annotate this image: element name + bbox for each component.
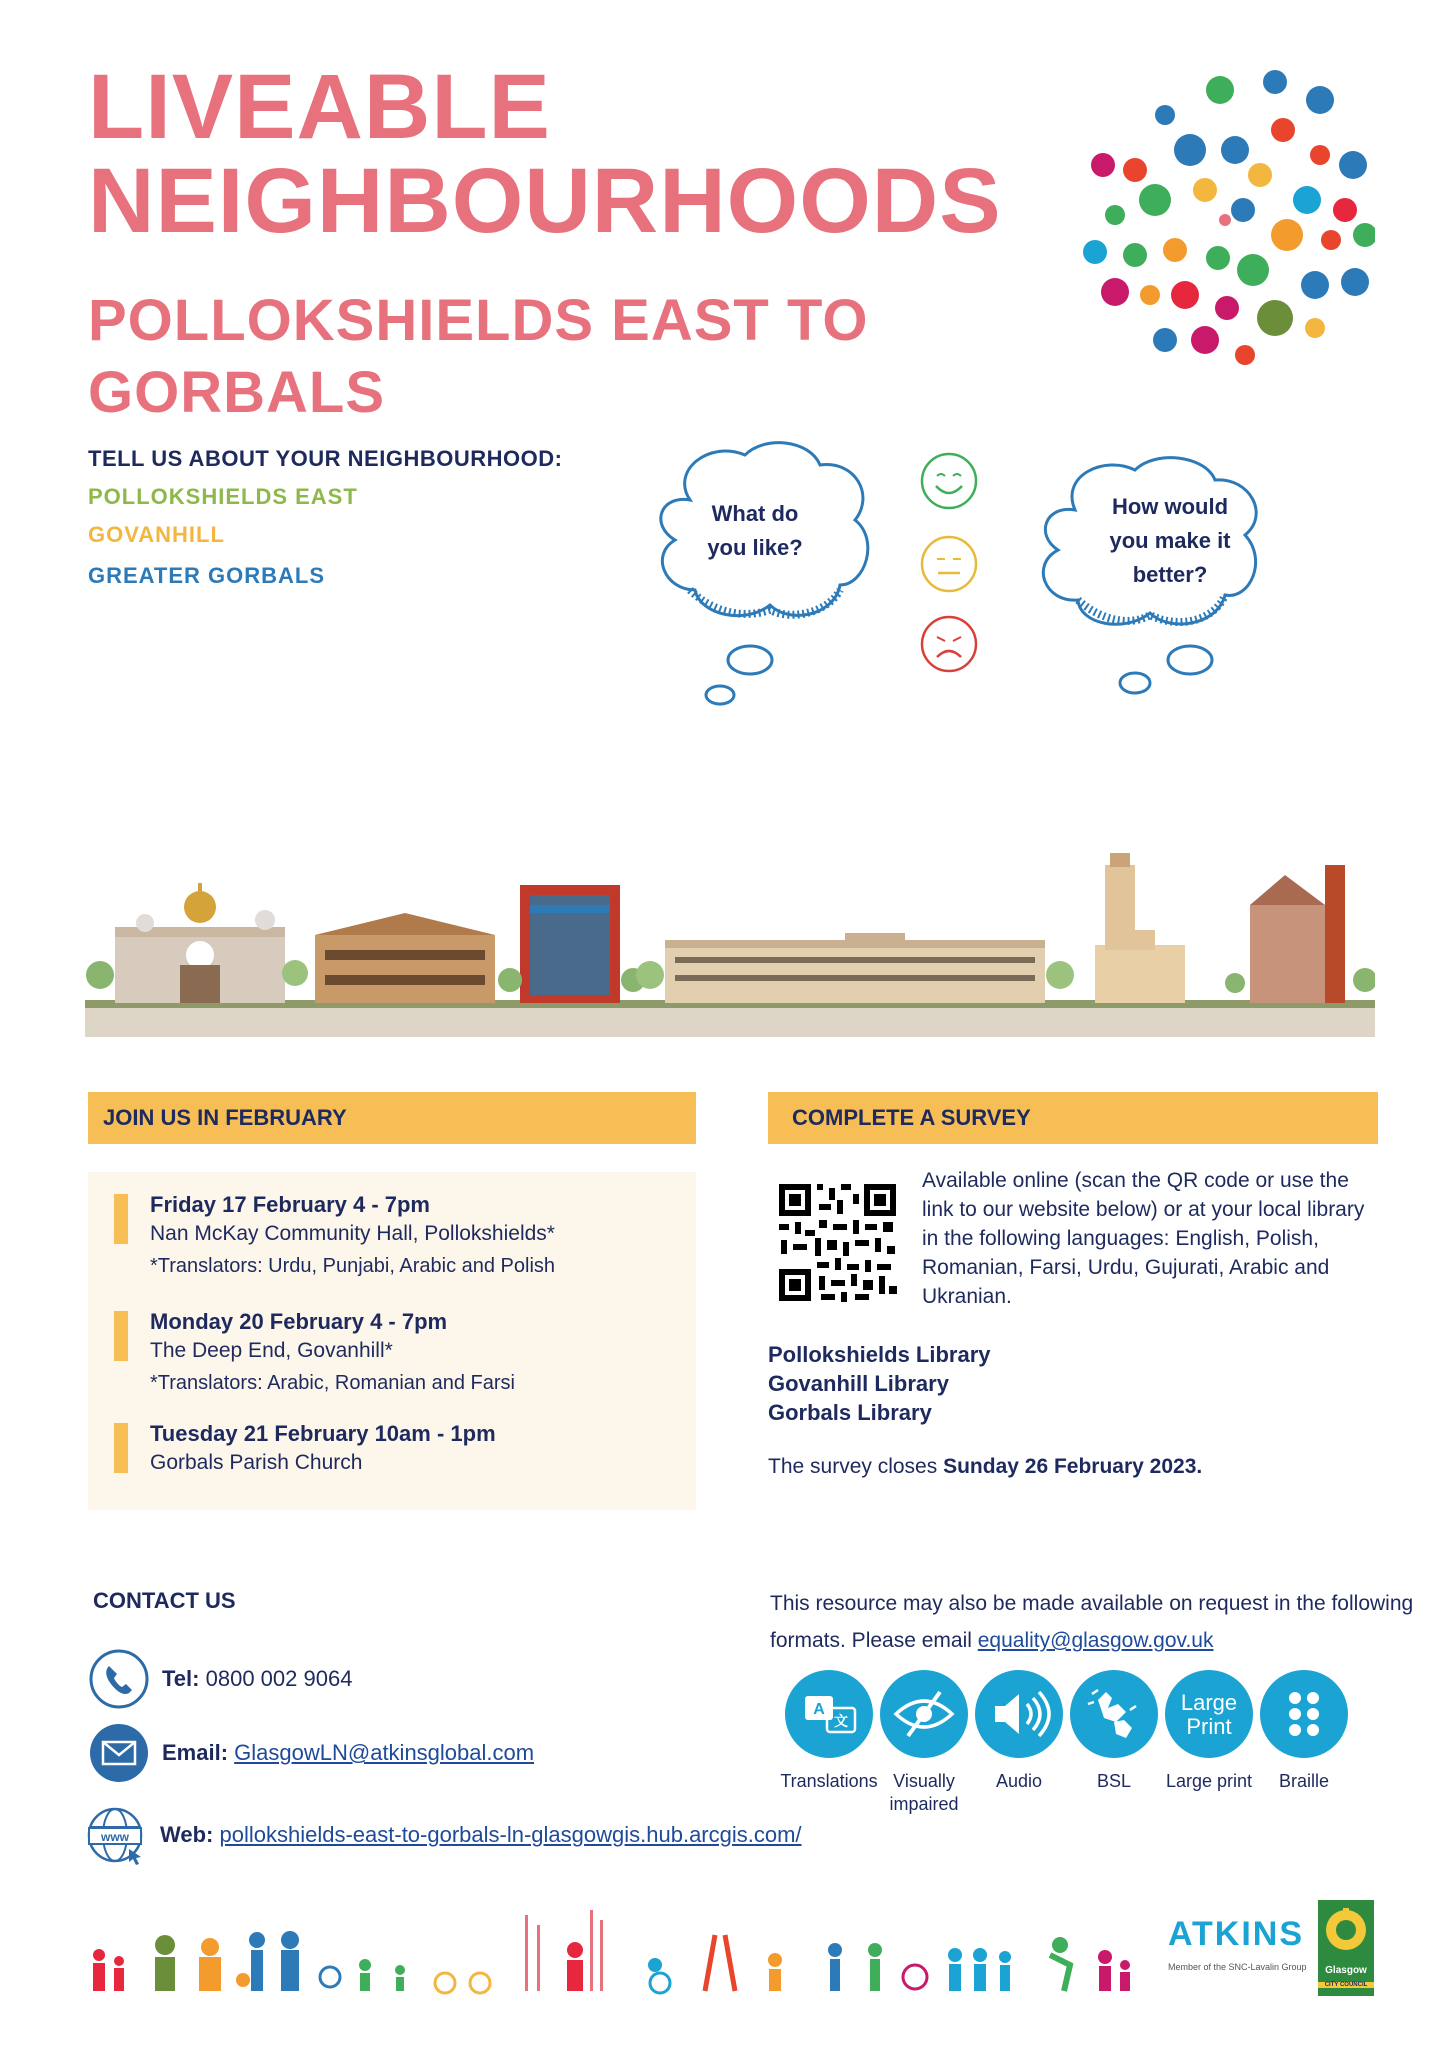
neutral-face-icon [918, 533, 980, 595]
email-icon [88, 1722, 150, 1784]
speaker-icon [975, 1670, 1063, 1758]
event-3 [150, 1419, 496, 1477]
thought-cloud-like [650, 440, 880, 720]
format-label-visually-impaired: Visually impaired [889, 1771, 959, 1814]
sign-language-icon [1070, 1670, 1158, 1758]
format-label-translations: Translations [780, 1771, 878, 1791]
format-label-braille: Braille [1278, 1771, 1330, 1791]
event-1 [150, 1190, 555, 1281]
www-globe-icon [85, 1805, 147, 1867]
library-govanhill: Govanhill Library [768, 1371, 949, 1396]
large-print-icon-line-1: Large [1180, 1690, 1238, 1715]
city-council-text: CITY COUNCIL [1318, 1982, 1374, 1988]
tel-value[interactable]: 0800 002 9064 [205, 1666, 353, 1691]
cloud-like-text [680, 497, 830, 565]
survey-closes-prefix: The survey closes [768, 1455, 944, 1478]
phone-icon [88, 1648, 150, 1710]
eye-icon [880, 1670, 968, 1758]
cloud-better-text [1090, 490, 1250, 592]
title-line-2: NEIGHBOURHOODS [88, 150, 1002, 252]
cloud-like-line-2: you like? [707, 535, 803, 560]
equality-email-link[interactable]: equality@glasgow.gov.uk [977, 1629, 1214, 1652]
area-pollokshields-east: POLLOKSHIELDS EAST [88, 484, 358, 509]
email-label: Email: [162, 1740, 229, 1765]
event-3-venue: Gorbals Parish Church [150, 1451, 363, 1474]
community-icons-icon [1083, 70, 1375, 365]
event-2-venue: The Deep End, Govanhill* [150, 1339, 393, 1362]
sad-face-icon [918, 613, 980, 675]
cloud-like-line-1: What do [711, 501, 799, 526]
event-2 [150, 1307, 515, 1398]
large-print-icon-line-2: Print [1186, 1714, 1232, 1739]
svg-text:A: A [813, 1701, 825, 1718]
translation-icon [785, 1670, 873, 1758]
tel-label: Tel: [162, 1666, 200, 1691]
area-greater-gorbals: GREATER GORBALS [88, 563, 326, 588]
web-label: Web: [160, 1822, 214, 1847]
format-label-audio: Audio [995, 1771, 1043, 1791]
page-title [88, 56, 1002, 252]
happy-face-icon [918, 450, 980, 512]
survey-closes [768, 1455, 1202, 1479]
survey-heading: COMPLETE A SURVEY [768, 1092, 1378, 1144]
cloud-better-line-2: you make it [1109, 528, 1231, 553]
cloud-better-line-1: How would [1111, 494, 1229, 519]
large-print-icon [1165, 1670, 1253, 1758]
format-label-bsl: BSL [1096, 1771, 1132, 1791]
title-line-1: LIVEABLE [88, 56, 551, 158]
event-1-translators: *Translators: Urdu, Punjabi, Arabic and Polish [150, 1255, 556, 1277]
people-illustration-strip [85, 1895, 1145, 2005]
cloud-better-line-3: better? [1132, 562, 1208, 587]
event-marker [114, 1311, 128, 1361]
library-list [768, 1340, 991, 1427]
www-icon-text: www [100, 1830, 130, 1844]
formats-text [770, 1585, 1420, 1659]
events-panel [88, 1172, 696, 1510]
people-figures-icon [93, 1910, 1130, 1993]
event-3-date: Tuesday 21 February 10am - 1pm [150, 1421, 496, 1446]
community-icons-cluster [1075, 60, 1375, 380]
web-link[interactable]: pollokshields-east-to-gorbals-ln-glasgowgis.hub.arcgis.com/ [219, 1822, 802, 1847]
contact-tel [162, 1666, 352, 1692]
survey-closes-date: Sunday 26 February 2023. [943, 1455, 1203, 1478]
event-2-date: Monday 20 February 4 - 7pm [150, 1309, 448, 1334]
subtitle-line-1: POLLOKSHIELDS EAST TO [88, 288, 869, 353]
svg-text:文: 文 [834, 1714, 848, 1730]
atkins-logo: ATKINS [1168, 1915, 1305, 1953]
glasgow-crest-icon [1318, 1900, 1374, 1960]
braille-icon [1260, 1670, 1348, 1758]
library-pollokshields: Pollokshields Library [768, 1342, 991, 1367]
contact-web [160, 1822, 802, 1848]
survey-description: Available online (scan the QR code or use the link to our website below) or at your local library in the following languages: English, Polish, Romanian, Farsi, Urdu, Gujurati, Arabic and Ukranian. [922, 1169, 1365, 1308]
glasgow-council-logo [1318, 1900, 1374, 1996]
qr-code-icon[interactable] [775, 1180, 900, 1305]
event-1-date: Friday 17 February 4 - 7pm [150, 1192, 430, 1217]
event-marker [114, 1423, 128, 1473]
formats-icons-row [780, 1670, 1345, 1820]
event-1-venue: Nan McKay Community Hall, Pollokshields* [150, 1222, 555, 1245]
area-govanhill: GOVANHILL [88, 522, 225, 547]
atkins-sub-text: Member of the SNC-Lavalin Group [1168, 1962, 1307, 1972]
format-label-large-print: Large print [1165, 1771, 1253, 1791]
email-link[interactable]: GlasgowLN@atkinsglobal.com [234, 1740, 535, 1765]
formats-request-text: This resource may also be made available on request in the following formats. Please email [770, 1592, 1414, 1652]
skyline-illustration [85, 845, 1375, 1050]
subtitle-line-2: GORBALS [88, 360, 385, 425]
event-2-translators: *Translators: Arabic, Romanian and Farsi [150, 1372, 515, 1394]
contact-heading: CONTACT US [93, 1588, 236, 1613]
contact-email [162, 1740, 534, 1766]
page-subtitle [88, 285, 868, 429]
library-gorbals: Gorbals Library [768, 1400, 932, 1425]
glasgow-text: Glasgow [1325, 1965, 1367, 1976]
neighbourhood-prompt: TELL US ABOUT YOUR NEIGHBOURHOOD: [88, 446, 563, 471]
join-heading: JOIN US IN FEBRUARY [88, 1092, 696, 1144]
event-marker [114, 1194, 128, 1244]
